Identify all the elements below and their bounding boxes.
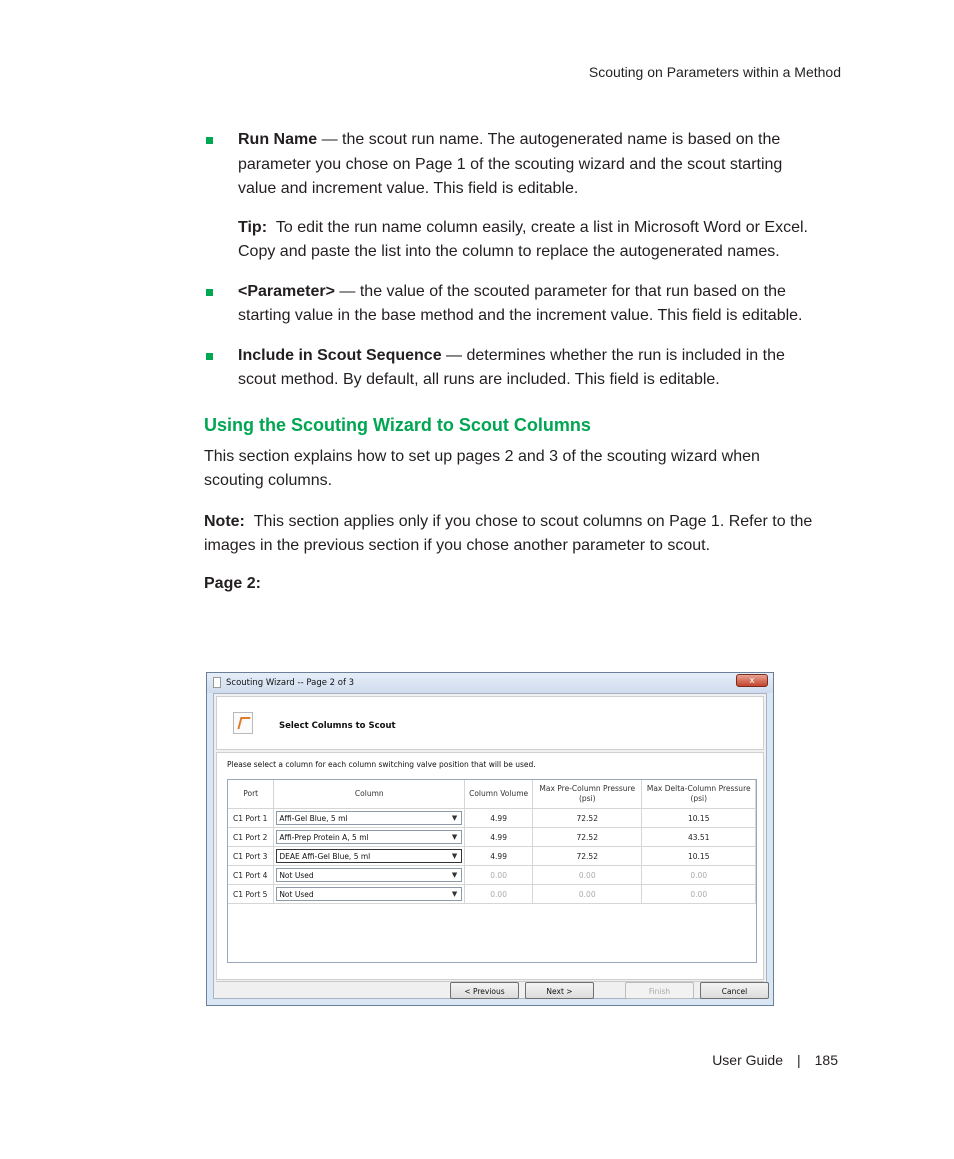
column-select-value: Not Used bbox=[279, 871, 314, 880]
volume-cell: 0.00 bbox=[465, 885, 533, 904]
bullet-term: Run Name bbox=[238, 131, 318, 148]
column-select-value: DEAE Affi-Gel Blue, 5 ml bbox=[279, 852, 371, 861]
column-select[interactable] bbox=[276, 811, 462, 825]
bullet-run-name bbox=[204, 128, 814, 265]
volume-cell: 4.99 bbox=[465, 809, 533, 828]
column-select-value: Affi-Gel Blue, 5 ml bbox=[279, 814, 348, 823]
body-content bbox=[204, 128, 814, 609]
port-cell: C1 Port 2 bbox=[228, 828, 274, 847]
table-row bbox=[228, 809, 756, 828]
bullet-include-in-scout-sequence bbox=[204, 344, 814, 393]
max-pre-cell: 72.52 bbox=[533, 828, 642, 847]
max-delta-cell: 43.51 bbox=[642, 828, 756, 847]
footer-separator: | bbox=[797, 1052, 801, 1068]
page-label: Page 2: bbox=[204, 574, 261, 592]
max-delta-cell: 10.15 bbox=[642, 847, 756, 866]
table-header-row bbox=[228, 780, 756, 809]
volume-cell: 4.99 bbox=[465, 828, 533, 847]
wizard-heading: Select Columns to Scout bbox=[279, 721, 396, 731]
bullet-square-icon bbox=[206, 353, 213, 360]
column-select-value: Affi-Prep Protein A, 5 ml bbox=[279, 833, 369, 842]
dropdown-arrow-icon[interactable]: ▼ bbox=[451, 833, 458, 841]
header-column: Column bbox=[274, 780, 465, 809]
table-row bbox=[228, 828, 756, 847]
bullet-text bbox=[238, 280, 814, 329]
window-body bbox=[213, 693, 767, 999]
port-cell: C1 Port 5 bbox=[228, 885, 274, 904]
instruction-text: Please select a column for each column switching valve position that will be used. bbox=[227, 760, 536, 769]
max-delta-cell: 10.15 bbox=[642, 809, 756, 828]
max-delta-cell: 0.00 bbox=[642, 866, 756, 885]
bullet-text bbox=[238, 128, 814, 202]
section-intro: This section explains how to set up pages 2 and 3 of the scouting wizard when scouting columns. bbox=[204, 447, 760, 489]
port-cell: C1 Port 1 bbox=[228, 809, 274, 828]
wizard-header-panel bbox=[216, 696, 764, 750]
max-delta-cell: 0.00 bbox=[642, 885, 756, 904]
page-number: 185 bbox=[814, 1052, 838, 1068]
note-label: Note: bbox=[204, 512, 245, 530]
bullet-square-icon bbox=[206, 289, 213, 296]
column-cell bbox=[274, 828, 465, 847]
column-cell bbox=[274, 885, 465, 904]
close-button[interactable]: x bbox=[736, 674, 768, 687]
dropdown-arrow-icon[interactable]: ▼ bbox=[451, 814, 458, 822]
tip-paragraph bbox=[238, 216, 814, 265]
max-pre-cell: 0.00 bbox=[533, 885, 642, 904]
bullet-text bbox=[238, 344, 814, 393]
column-select[interactable] bbox=[276, 868, 462, 882]
bullet-term: Include in Scout Sequence bbox=[238, 346, 442, 364]
previous-button[interactable]: < Previous bbox=[450, 982, 519, 999]
volume-cell: 0.00 bbox=[465, 866, 533, 885]
header-max-delta-column-pressure: Max Delta-Column Pressure (psi) bbox=[642, 780, 756, 809]
max-pre-cell: 72.52 bbox=[533, 847, 642, 866]
tip-text: To edit the run name column easily, create a list in Microsoft Word or Excel. Copy and paste the list into the column to replace the autogenerated names. bbox=[238, 218, 808, 260]
tip-label: Tip: bbox=[238, 218, 268, 236]
max-pre-cell: 0.00 bbox=[533, 866, 642, 885]
column-select[interactable] bbox=[276, 849, 462, 863]
footer-guide-label: User Guide bbox=[712, 1052, 783, 1068]
header-column-volume: Column Volume bbox=[465, 780, 533, 809]
bullet-square-icon bbox=[206, 137, 213, 144]
window-titlebar[interactable] bbox=[207, 673, 773, 693]
running-header: Scouting on Parameters within a Method bbox=[588, 64, 841, 80]
dropdown-arrow-icon[interactable]: ▼ bbox=[451, 852, 458, 860]
bullet-description: — the value of the scouted parameter for that run based on the starting value in the base method and the increment value. This field is editable. bbox=[238, 282, 803, 324]
table-row bbox=[228, 866, 756, 885]
finish-button[interactable]: Finish bbox=[625, 982, 694, 999]
column-select-value: Not Used bbox=[279, 890, 314, 899]
volume-cell: 4.99 bbox=[465, 847, 533, 866]
columns-grid bbox=[227, 779, 757, 963]
dropdown-arrow-icon[interactable]: ▼ bbox=[451, 871, 458, 879]
max-pre-cell: 72.52 bbox=[533, 809, 642, 828]
bullet-term: <Parameter> bbox=[238, 282, 335, 300]
bullet-description: — determines whether the run is included in the scout method. By default, all runs are included. This field is editable. bbox=[238, 346, 785, 388]
wizard-icon bbox=[233, 712, 253, 734]
page-footer bbox=[712, 1052, 838, 1068]
wizard-main-panel bbox=[216, 752, 764, 980]
section-heading: Using the Scouting Wizard to Scout Columns bbox=[204, 414, 591, 435]
column-cell bbox=[274, 809, 465, 828]
column-select[interactable] bbox=[276, 887, 462, 901]
column-cell bbox=[274, 847, 465, 866]
bullet-parameter bbox=[204, 280, 814, 329]
next-button[interactable]: Next > bbox=[525, 982, 594, 999]
header-port: Port bbox=[228, 780, 274, 809]
columns-table bbox=[228, 780, 756, 904]
table-row bbox=[228, 847, 756, 866]
header-max-pre-column-pressure: Max Pre-Column Pressure (psi) bbox=[533, 780, 642, 809]
scouting-wizard-window bbox=[206, 672, 774, 1006]
column-select[interactable] bbox=[276, 830, 462, 844]
window-title: Scouting Wizard -- Page 2 of 3 bbox=[226, 678, 355, 688]
document-icon bbox=[213, 677, 221, 688]
note-paragraph bbox=[204, 510, 814, 559]
table-row bbox=[228, 885, 756, 904]
cancel-button[interactable]: Cancel bbox=[700, 982, 769, 999]
port-cell: C1 Port 4 bbox=[228, 866, 274, 885]
dropdown-arrow-icon[interactable]: ▼ bbox=[451, 890, 458, 898]
column-cell bbox=[274, 866, 465, 885]
note-text: This section applies only if you chose to scout columns on Page 1. Refer to the images in the previous section if you chose another parameter to scout. bbox=[204, 512, 813, 554]
bullet-description: — the scout run name. The autogenerated name is based on the parameter you chose on Page 1 of the scouting wizard and the scout starting value and increment value. This field is editable. bbox=[238, 131, 783, 197]
port-cell: C1 Port 3 bbox=[228, 847, 274, 866]
